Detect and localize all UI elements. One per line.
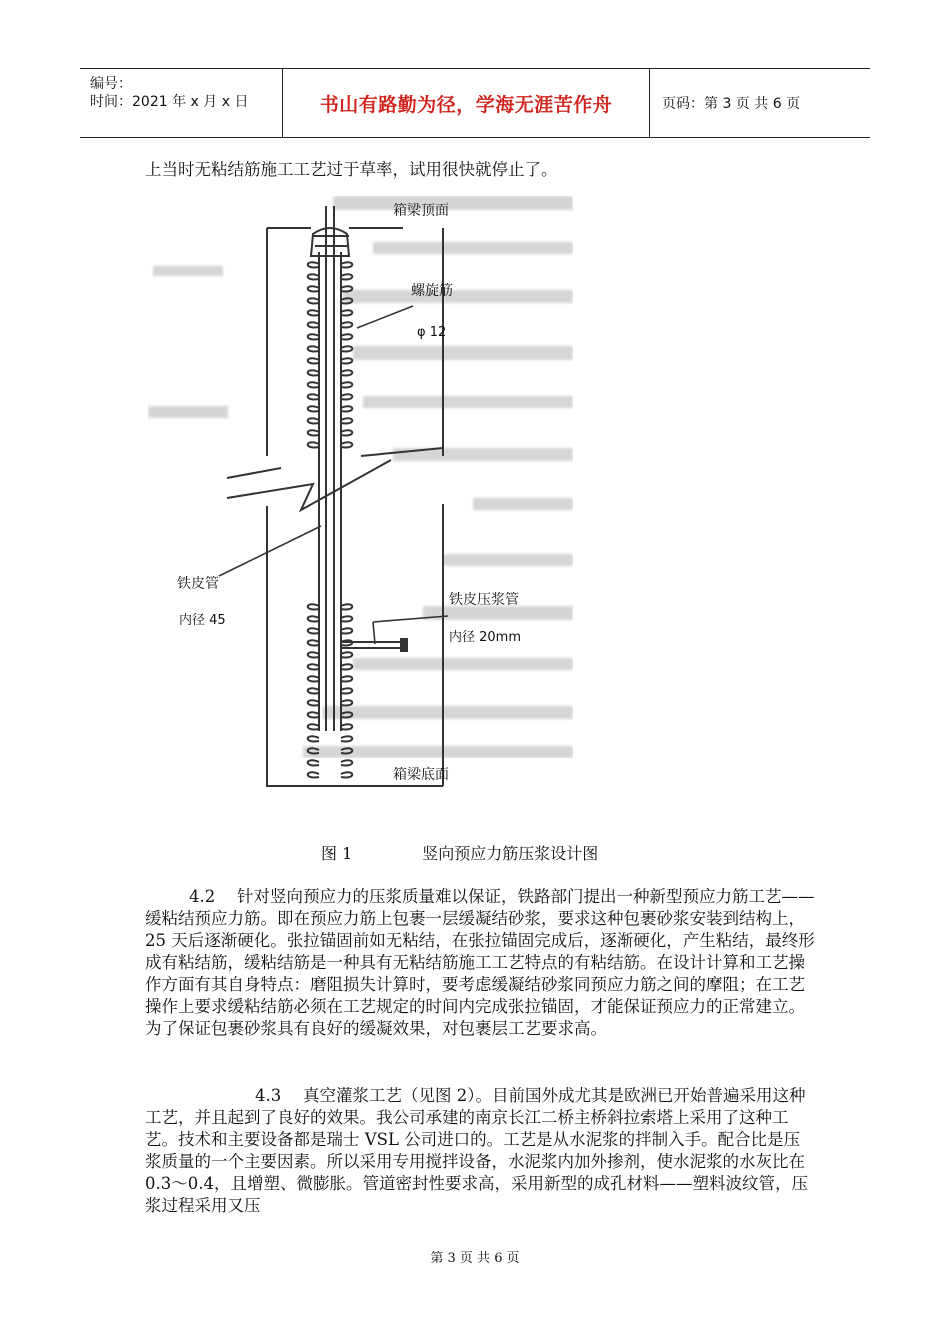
spiral-loop <box>341 370 352 375</box>
spiral-loop <box>308 712 319 717</box>
spiral-loop <box>308 334 319 339</box>
label-grout-tube-dia: 内径 20mm <box>449 630 522 645</box>
intro-line: 上当时无粘结筋施工工艺过于草率，试用很快就停止了。 <box>145 160 558 179</box>
spiral-loop <box>308 640 319 645</box>
spiral-loop <box>341 652 352 657</box>
spiral-loop <box>308 628 319 633</box>
header-info-cell <box>80 69 283 137</box>
spiral-loop <box>308 664 319 669</box>
spiral-loop <box>341 274 352 279</box>
spiral-loop <box>308 274 319 279</box>
box-girder-walls <box>267 228 443 786</box>
page-header <box>80 68 870 138</box>
label-grout-tube: 铁皮压浆管 <box>449 592 519 608</box>
label-iron-tube-dia: 内径 45 <box>179 613 226 628</box>
doc-number-label: 编号： <box>90 76 132 92</box>
spiral-loop <box>341 760 352 765</box>
spiral-loop <box>308 406 319 411</box>
caption-number: 图 1 <box>321 844 353 863</box>
spiral-loop <box>308 724 319 729</box>
spiral-loop <box>308 760 319 765</box>
spiral-loop <box>308 382 319 387</box>
spiral-loop <box>308 298 319 303</box>
label-spiral-dia: φ 12 <box>417 325 447 340</box>
spiral-loop <box>341 358 352 363</box>
spiral-loop <box>308 322 319 327</box>
intro-paragraph <box>145 159 815 181</box>
spiral-loop <box>308 772 319 777</box>
spiral-loop <box>341 406 352 411</box>
section-4-3 <box>145 1085 815 1217</box>
spiral-loop <box>341 430 352 435</box>
spiral-loop <box>341 772 352 777</box>
spiral-loop <box>308 418 319 423</box>
spiral-loop <box>341 334 352 339</box>
spiral-loop <box>341 604 352 609</box>
label-bottom-surface: 箱梁底面 <box>393 767 449 783</box>
spiral-loop <box>308 442 319 447</box>
spiral-loop <box>341 628 352 633</box>
top-anchor <box>311 228 349 256</box>
spiral-loop <box>341 664 352 669</box>
page-footer <box>0 1247 950 1266</box>
spiral-loop <box>308 604 319 609</box>
date-line: 时间：2021 年 x 月 x 日 <box>90 94 249 110</box>
spiral-loop <box>341 700 352 705</box>
section-4-3-text: 4.3 真空灌浆工艺（见图 2）。目前国外成尤其是欧洲已开始普遍采用这种工艺，并且起到了良好的效果。我公司承建的南京长江二桥主桥斜拉索塔上采用了这种工艺。技术和主要设备都是瑞士 VSL 公司进口的。工艺是从水泥浆的拌制入手。配合比是压浆质量的一个主要因素。所以采用专用搅拌设备，水泥浆内加外掺剂，使水泥浆的水灰比在 0.3～0.4，且增塑、微膨胀。管道密封性要求高，采用新型的成孔材料——塑料波纹管，压浆过程采用又压 <box>145 1086 808 1215</box>
header-motto-cell <box>283 69 650 137</box>
header-page-cell <box>650 69 870 137</box>
spiral-loop <box>341 286 352 291</box>
grouting-design-diagram <box>143 186 583 816</box>
page-label: 页码：第 3 页 共 6 页 <box>662 96 801 112</box>
spiral-loop <box>341 676 352 681</box>
caption-title: 竖向预应力筋压浆设计图 <box>422 844 599 863</box>
spiral-loop <box>308 262 319 267</box>
spiral-loop <box>308 394 319 399</box>
spiral-loop <box>308 688 319 693</box>
spiral-loop <box>341 418 352 423</box>
label-spiral: 螺旋筋 <box>411 283 453 299</box>
motto-text: 书山有路勤为径，学海无涯苦作舟 <box>319 93 613 116</box>
label-top-surface: 箱梁顶面 <box>393 203 449 219</box>
figure-1 <box>143 186 583 816</box>
spiral-loop <box>341 382 352 387</box>
spiral-loop <box>308 430 319 435</box>
footer-page-number: 第 3 页 共 6 页 <box>430 1251 520 1266</box>
spiral-loop <box>308 700 319 705</box>
spiral-loop <box>341 322 352 327</box>
spiral-loop <box>341 262 352 267</box>
label-iron-tube: 铁皮管 <box>177 576 219 592</box>
spiral-loop <box>341 394 352 399</box>
spiral-loop <box>308 370 319 375</box>
spiral-loop <box>308 346 319 351</box>
spiral-loop <box>341 346 352 351</box>
section-4-2 <box>145 886 815 1040</box>
spiral-loop <box>341 736 352 741</box>
spiral-loop <box>308 676 319 681</box>
spiral-loop <box>308 358 319 363</box>
spiral-loop <box>308 736 319 741</box>
spiral-loop <box>341 616 352 621</box>
spiral-loop <box>308 652 319 657</box>
spiral-loop <box>308 286 319 291</box>
figure-caption <box>321 841 598 864</box>
section-4-2-text: 4.2 针对竖向预应力的压浆质量难以保证，铁路部门提出一种新型预应力筋工艺——缓粘结预应力筋。即在预应力筋上包裹一层缓凝结砂浆，要求这种包裹砂浆安装到结构上，25 天后逐渐硬化。张拉锚固前如无粘结，在张拉锚固完成后，逐渐硬化，产生粘结，最终形成有粘结筋，缓粘结筋是一种具有无粘结筋施工工艺特点的有粘结筋。在设计计算和工艺操作方面有其自身特点：磨阻损失计算时，要考虑缓凝结砂浆同预应力筋之间的摩阻；在工艺操作上要求缓粘结筋必须在工艺规定的时间内完成张拉锚固，才能保证预应力的正常建立。为了保证包裹砂浆具有良好的缓凝效果，对包裹层工艺要求高。 <box>145 887 815 1038</box>
spiral-loop <box>341 310 352 315</box>
spiral-loop <box>308 310 319 315</box>
spiral-loop <box>308 616 319 621</box>
spiral-loop <box>341 724 352 729</box>
spiral-loop <box>341 688 352 693</box>
spiral-loop <box>341 442 352 447</box>
